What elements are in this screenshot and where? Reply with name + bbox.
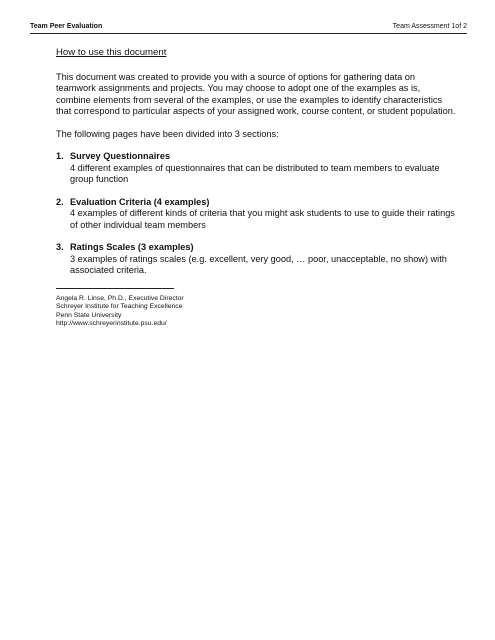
section-title xyxy=(56,242,456,254)
footnote-url: http://www.schreyerinstitute.psu.edu/ xyxy=(56,320,167,328)
sections-intro: The following pages have been divided into 3 sections: xyxy=(56,128,279,139)
section-description: 3 examples of ratings scales (e.g. excellent, very good, … poor, unacceptable, no show) with associated criteria. xyxy=(70,253,447,275)
section-number: 3. xyxy=(56,242,64,252)
page-header xyxy=(30,23,467,34)
footnote-divider xyxy=(56,288,174,289)
header-page-info: Team Assessment 1of 2 xyxy=(392,23,467,30)
section-title xyxy=(56,151,456,163)
section-description: 4 examples of different kinds of criteria that you might ask students to use to guide their ratings of other individual team members xyxy=(70,208,455,230)
document-body xyxy=(56,47,456,329)
section-title-text: Evaluation Criteria (4 examples) xyxy=(70,196,210,207)
footnote xyxy=(56,295,456,329)
section-title-text: Ratings Scales (3 examples) xyxy=(70,242,194,252)
intro-paragraph: This document was created to provide you with a source of options for gathering data on teamwork assignments and projects. You may choose to adopt one of the examples as is, combine elements from several of the examples, or use the examples to identify characteristics that correspond to particular aspects of your assigned work, course content, or student population. xyxy=(56,71,456,116)
header-title: Team Peer Evaluation xyxy=(30,23,103,30)
section-survey-questionnaires xyxy=(56,151,456,186)
section-ratings-scales xyxy=(56,242,456,277)
section-number: 2. xyxy=(56,196,64,207)
footnote-university: Penn State University xyxy=(56,311,122,319)
section-evaluation-criteria xyxy=(56,197,456,232)
section-number: 1. xyxy=(56,151,64,161)
footnote-institute: Schreyer Institute for Teaching Excellence xyxy=(56,303,183,311)
footnote-author: Angela R. Linse, Ph.D., Executive Director xyxy=(56,294,184,302)
section-title-text: Survey Questionnaires xyxy=(70,151,171,161)
document-heading: How to use this document xyxy=(56,47,167,58)
section-description: 4 different examples of questionnaires that can be distributed to team members to evaluate group function xyxy=(70,162,440,184)
section-title xyxy=(56,197,456,209)
